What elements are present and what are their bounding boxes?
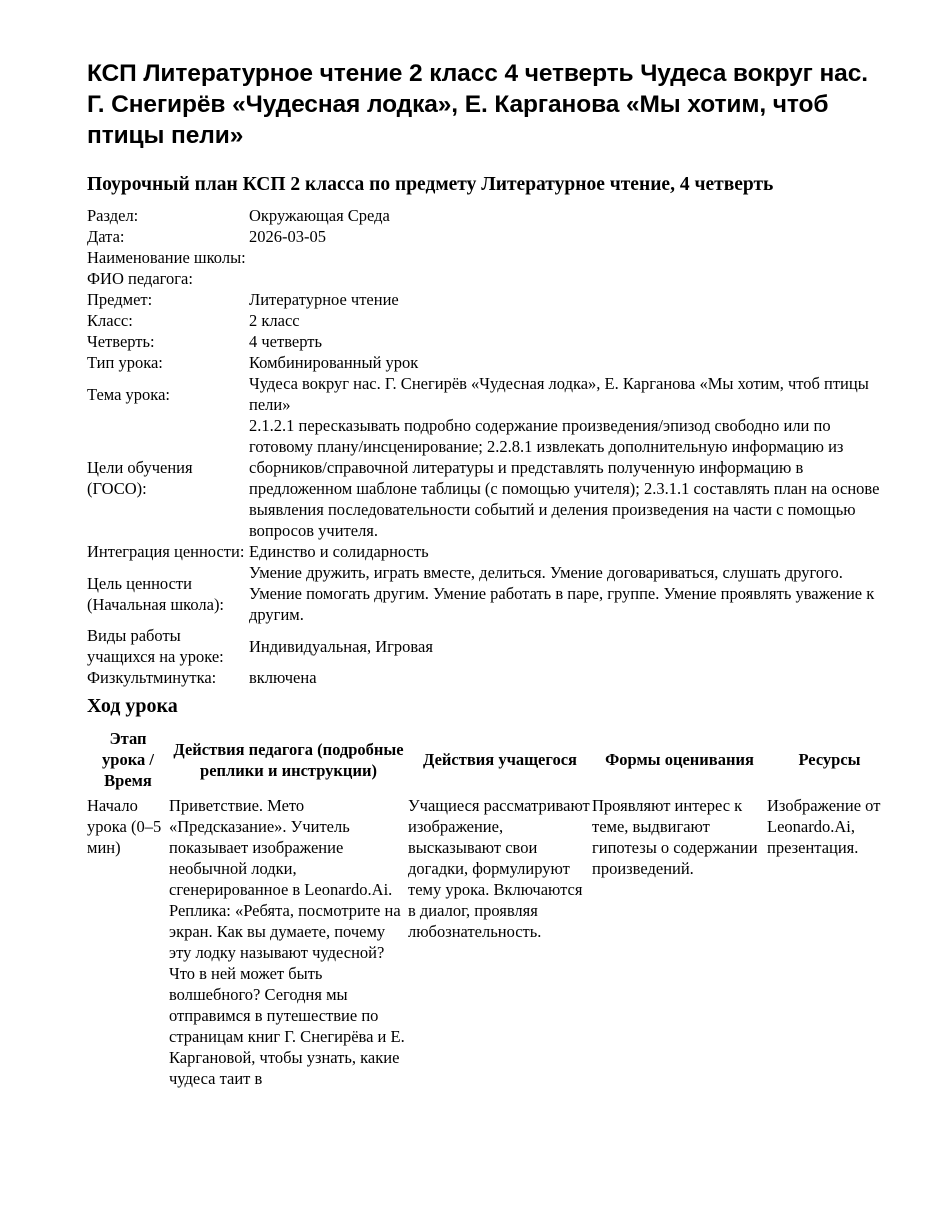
info-value: Умение дружить, играть вместе, делиться. Умение договариваться, слушать другого. Умение помогать другим. Умение работать в паре, группе. Умение проявлять уважение к другим.: [249, 563, 875, 624]
lesson-progress-heading: Ход урока: [87, 695, 178, 717]
info-value: [249, 247, 892, 268]
info-value: 2 класс: [249, 311, 300, 330]
info-label: Цели обучения (ГОСО):: [87, 458, 193, 498]
info-value: Окружающая Среда: [249, 206, 390, 225]
info-row: [87, 667, 892, 688]
info-value: Чудеса вокруг нас. Г. Снегирёв «Чудесная лодка», Е. Карганова «Мы хотим, чтоб птицы пели»: [249, 374, 869, 414]
info-label: Дата:: [87, 227, 125, 246]
info-label: Цель ценности (Начальная школа):: [87, 573, 225, 614]
table-row: [87, 795, 892, 1089]
info-value: [249, 268, 892, 289]
info-row: [87, 562, 892, 625]
header-student-actions: Действия учащегося: [423, 750, 577, 769]
info-label: Предмет:: [87, 290, 153, 309]
cell-teacher-actions: Приветствие. Мето «Предсказание». Учитель показывает изображение необычной лодки, сгенерированное в Leonardo.Ai. Реплика: «Ребята, посмотрите на экран. Как вы думаете, почему эту лодку называют чудесной? Что в ней может быть волшебного? Сегодня мы отправимся в путешествие по страницам книг Г. Снегирёва и Е. Каргановой, чтобы узнать, какие чудеса таит в: [169, 796, 405, 1088]
info-value: Индивидуальная, Игровая: [249, 636, 433, 656]
info-row: [87, 289, 892, 310]
info-label: Раздел:: [87, 206, 139, 225]
info-label: Физкультминутка:: [87, 668, 217, 687]
info-value: 4 четверть: [249, 332, 322, 351]
info-row: [87, 541, 892, 562]
info-row: [87, 310, 892, 331]
info-value: Комбинированный урок: [249, 353, 419, 372]
document-page: [87, 58, 892, 1089]
cell-stage: Начало урока (0–5 мин): [87, 796, 162, 857]
info-label: Класс:: [87, 311, 133, 330]
info-row: [87, 352, 892, 373]
header-resources: Ресурсы: [798, 750, 861, 769]
info-value: Единство и солидарность: [249, 542, 429, 561]
cell-resources: Изображение от Leonardo.Ai, презентация.: [767, 796, 881, 857]
info-label: Интеграция ценности:: [87, 542, 245, 561]
info-row: [87, 415, 892, 541]
info-row: [87, 205, 892, 226]
info-row: [87, 373, 892, 415]
info-label: Тема урока:: [87, 384, 170, 404]
header-teacher-actions: Действия педагога (подробные реплики и инструкции): [173, 739, 404, 780]
cell-student-actions: Учащиеся рассматривают изображение, высказывают свои догадки, формулируют тему урока. Включаются в диалог, проявляя любознательность.: [408, 796, 590, 941]
info-row: [87, 331, 892, 352]
info-label: Виды работы учащихся на уроке:: [87, 626, 224, 666]
info-row: [87, 268, 892, 289]
info-label: ФИО педагога:: [87, 269, 193, 288]
info-row: [87, 226, 892, 247]
lesson-table-header-row: [87, 728, 892, 795]
info-label: Наименование школы:: [87, 248, 246, 267]
cell-assessment: Проявляют интерес к теме, выдвигают гипотезы о содержании произведений.: [592, 796, 758, 878]
info-value: Литературное чтение: [249, 290, 399, 309]
header-stage: Этап урока / Время: [102, 729, 154, 790]
lesson-progress-table: [87, 728, 892, 1089]
lesson-info-table: [87, 205, 892, 688]
info-label: Тип урока:: [87, 353, 163, 372]
info-value: 2.1.2.1 пересказывать подробно содержание произведения/эпизод свободно или по готовому плану/инсценирование; 2.2.8.1 извлекать дополнительную информацию из сборников/справочной литературы и представлять полученную информацию в предложенном шаблоне таблицы (с помощью учителя); 2.3.1.1 составлять план на основе выявления последовательности событий и деления произведения на части с помощью вопросов учителя.: [249, 416, 880, 540]
document-title: КСП Литературное чтение 2 класс 4 четверть Чудеса вокруг нас. Г. Снегирёв «Чудесная лодка», Е. Карганова «Мы хотим, чтоб птицы пели»: [87, 60, 868, 149]
header-assessment: Формы оценивания: [605, 750, 754, 769]
info-label: Четверть:: [87, 332, 155, 351]
info-value: включена: [249, 668, 317, 687]
info-value: 2026-03-05: [249, 227, 326, 246]
plan-subtitle: Поурочный план КСП 2 класса по предмету Литературное чтение, 4 четверть: [87, 174, 774, 195]
info-row: [87, 625, 892, 667]
info-row: [87, 247, 892, 268]
